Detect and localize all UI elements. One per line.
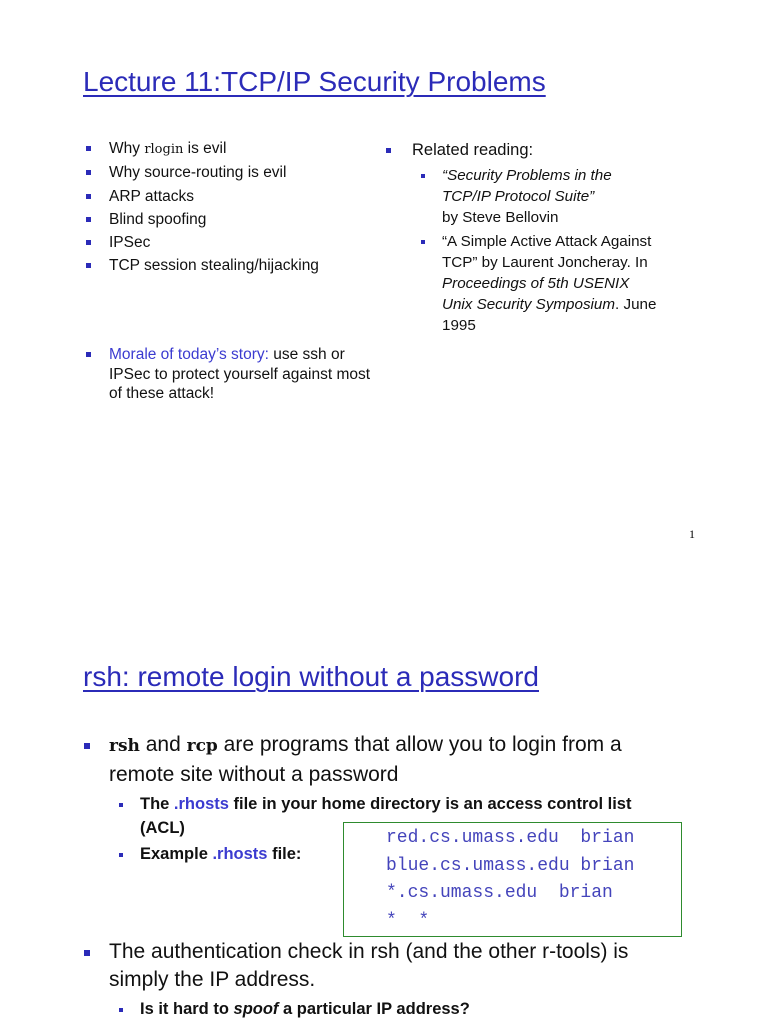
topic-text: TCP session stealing/hijacking bbox=[109, 257, 319, 275]
bullet-icon bbox=[84, 743, 90, 749]
reading-date: . June 1995 bbox=[442, 296, 657, 334]
slide2-title: rsh: remote login without a password bbox=[83, 661, 539, 692]
related-heading-text: Related reading: bbox=[412, 141, 534, 159]
bullet-text: The bbox=[140, 795, 174, 813]
bullet-icon bbox=[86, 352, 91, 357]
authentication-bullet bbox=[84, 938, 684, 994]
bullet-icon bbox=[421, 240, 425, 244]
rsh-command: rsh bbox=[109, 736, 140, 756]
example-rhosts-bullet bbox=[118, 843, 301, 867]
rhosts-example-box bbox=[343, 822, 682, 937]
bullet-icon bbox=[421, 174, 425, 178]
topic-text: Blind spoofing bbox=[109, 210, 207, 228]
topic-text: is evil bbox=[183, 140, 227, 157]
bullet-text: The authentication check in rsh (and the other r-tools) is simply the IP address. bbox=[109, 940, 629, 991]
slide1-topic-list bbox=[84, 137, 364, 278]
rhosts-filename: .rhosts bbox=[173, 795, 229, 813]
bullet-icon bbox=[86, 240, 91, 245]
bullet-text: file: bbox=[267, 845, 302, 863]
bullet-icon bbox=[86, 194, 91, 199]
rhosts-line: *.cs.umass.edu brian bbox=[386, 883, 613, 903]
bullet-icon bbox=[86, 217, 91, 222]
rhosts-line: * * bbox=[386, 910, 430, 931]
topic-rlogin bbox=[84, 137, 364, 161]
topic-source-routing bbox=[84, 161, 364, 184]
quote-mark: ” bbox=[589, 188, 595, 205]
related-reading-list bbox=[420, 165, 660, 336]
morale-bullet bbox=[84, 345, 374, 404]
bullet-icon bbox=[86, 263, 91, 268]
reading-venue: Proceedings of 5th USENIX Unix Security Symposium bbox=[442, 275, 630, 313]
rhosts-filename: .rhosts bbox=[212, 845, 268, 863]
reading-bellovin bbox=[420, 165, 660, 228]
bullet-text: Is it hard to bbox=[140, 1000, 234, 1018]
bullet-icon bbox=[86, 146, 91, 151]
bullet-text: Example bbox=[140, 845, 213, 863]
morale-label: Morale of today’s story: bbox=[109, 346, 269, 363]
bullet-icon bbox=[86, 170, 91, 175]
bullet-icon bbox=[119, 803, 123, 807]
page-number: 1 bbox=[689, 527, 695, 541]
topic-session-hijacking bbox=[84, 254, 364, 277]
rhosts-line: blue.cs.umass.edu brian bbox=[386, 855, 635, 876]
rcp-command: rcp bbox=[186, 736, 218, 756]
bullet-text: file in your home directory is an access control list (ACL) bbox=[140, 795, 632, 837]
topic-arp bbox=[84, 185, 364, 208]
reading-title: Security Problems in the TCP/IP Protocol Suite bbox=[442, 167, 612, 205]
topic-blind-spoofing bbox=[84, 208, 364, 231]
reading-joncheray bbox=[420, 231, 660, 336]
bullet-text: and bbox=[139, 733, 187, 756]
bullet-icon bbox=[84, 950, 90, 956]
bullet-icon bbox=[119, 1008, 123, 1012]
quote-mark: “ bbox=[442, 167, 448, 184]
rhosts-line: red.cs.umass.edu brian bbox=[386, 828, 635, 848]
topic-text: IPSec bbox=[109, 234, 151, 252]
bullet-text: are programs that allow you to login from a remote site without a password bbox=[109, 733, 622, 786]
topic-text: ARP attacks bbox=[109, 187, 195, 205]
spoof-question-bullet bbox=[118, 998, 470, 1022]
spoof-emphasis: spoof bbox=[233, 1000, 279, 1018]
morale-text: use ssh or IPSec to protect yourself against most of these attack! bbox=[109, 346, 371, 402]
bullet-icon bbox=[119, 853, 123, 857]
related-reading-heading bbox=[384, 140, 533, 160]
rlogin-command: rlogin bbox=[144, 142, 184, 157]
slide1-title: Lecture 11:TCP/IP Security Problems bbox=[83, 66, 546, 97]
topic-text: Why bbox=[109, 140, 145, 157]
rsh-rcp-bullet bbox=[84, 731, 664, 789]
bullet-icon bbox=[386, 148, 391, 153]
topic-text: Why source-routing is evil bbox=[109, 164, 287, 182]
topic-ipsec bbox=[84, 231, 364, 254]
reading-text: “A Simple Active Attack Against TCP” by Laurent Joncheray. In bbox=[442, 233, 652, 271]
bullet-text: a particular IP address? bbox=[278, 1000, 470, 1018]
reading-byline: by Steve Bellovin bbox=[442, 209, 559, 226]
